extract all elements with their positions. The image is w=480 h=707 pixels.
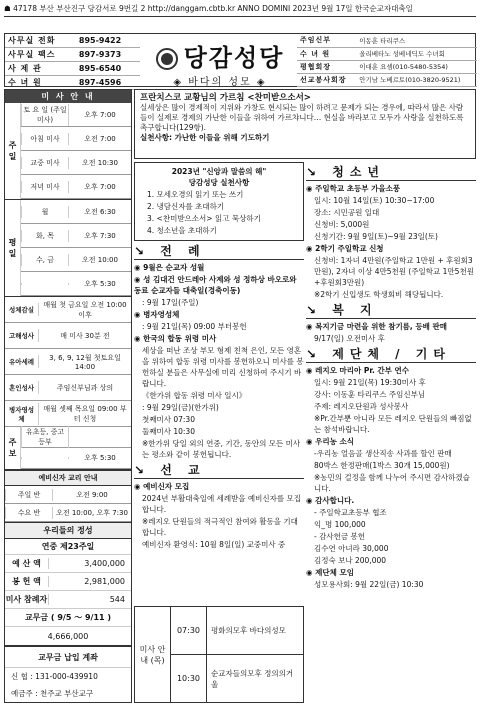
mass-type: 수요 반 bbox=[5, 507, 53, 519]
notice-line: - 감사헌금 봉헌 bbox=[314, 532, 365, 541]
program-box bbox=[134, 162, 304, 241]
stats-row bbox=[5, 591, 131, 609]
notice-line: ※농민의 걸정을 함께 나누어 주시면 감사하겠습니다. bbox=[314, 473, 470, 493]
intention-title: 프란치스코 교황님의 가르침 <찬미받으소서> bbox=[140, 93, 311, 103]
contact-label: 사 제 관 bbox=[5, 62, 76, 76]
notice-line: ※레지오 단원들의 적극적인 참여와 활동을 기대합니다. bbox=[142, 517, 298, 537]
program-subtitle: 당감성당 실천사항 bbox=[188, 178, 250, 187]
contact-value: 897-4596 bbox=[76, 76, 140, 90]
notice-line: ◉ 주일학교 초등부 가을소풍 bbox=[306, 184, 401, 193]
church-logo bbox=[145, 36, 295, 86]
notice-line: 신청기간: 9월 9일(토)~9월 23일(토) bbox=[314, 232, 438, 241]
contacts-table bbox=[5, 34, 140, 90]
notice-line: ◉ 병자영성체 bbox=[134, 310, 180, 319]
service-row bbox=[5, 401, 131, 427]
account-holder: 예금주 : 천주교 부산교구 bbox=[11, 689, 94, 698]
service-name: 성체감실 bbox=[5, 303, 39, 316]
notice-line: ◉ 우리농 소식 bbox=[306, 437, 354, 446]
bulletin-label: 주보 bbox=[5, 427, 21, 469]
notice-line: 2. 냉담신자를 초대하기 bbox=[147, 202, 225, 211]
contact-label: 사무실 전화 bbox=[5, 34, 76, 48]
sunday-label: 주일 bbox=[5, 103, 21, 199]
mass-type: 월 bbox=[21, 206, 69, 218]
prep-class-head: 예비신자 교리 안내 bbox=[5, 470, 131, 486]
contact-label: 사무실 팩스 bbox=[5, 48, 76, 62]
notice-line: ◉ 성 김대건 안드레아 사제와 성 정하상 바오로와 동료 순교자들 대축일(경축이동) bbox=[134, 275, 297, 295]
stats-value: 2,981,000 bbox=[84, 577, 125, 586]
mass-row bbox=[21, 272, 131, 296]
staff-value: 이대훈 요셈(010-5480-5354) bbox=[356, 60, 477, 73]
notice-line: ◉ 복지기금 마련을 위한 참기름, 등배 판매 bbox=[306, 322, 447, 331]
notice-line: 장소: 시민공원 일대 bbox=[314, 208, 380, 217]
church-emblem-icon bbox=[156, 48, 178, 70]
staff-row bbox=[297, 47, 477, 60]
column-a bbox=[134, 162, 304, 604]
notice-line: ◉ 예비신자 모집 bbox=[134, 482, 190, 491]
column-b bbox=[306, 162, 476, 698]
notice-line: ◉ 9월은 순교자 성월 bbox=[134, 263, 205, 272]
mass-row bbox=[21, 103, 131, 127]
contact-value: 897-9373 bbox=[76, 48, 140, 62]
liturgy-heading: ↘ 전 례 bbox=[134, 244, 304, 260]
church-name: 당감성당 bbox=[183, 44, 285, 72]
notice-line: 4. 청소년을 초대하기 bbox=[147, 226, 217, 235]
notice-line: 익_명 100,000 bbox=[314, 520, 366, 529]
notice-line: 80박스 한정판매(1박스 30개 15,000원) bbox=[314, 461, 450, 470]
mass-time: 오전 7:00 bbox=[84, 134, 116, 143]
weekday-label: 평일 bbox=[5, 200, 21, 296]
notice-line: ※한가위 당일 외의 연중, 기간, 동안의 모든 미사는 평소와 같이 봉헌됩니다. bbox=[142, 439, 301, 459]
mass-time: 오후 5:30 bbox=[84, 279, 116, 288]
mass-time: 오전 9:00 bbox=[76, 490, 108, 499]
notice-line: 신청비: 5,000원 bbox=[314, 220, 370, 229]
notice-line: 《한가위 합동 위령 미사 일시》 bbox=[142, 391, 247, 400]
mass-type: 토 요 일 (주일미사) bbox=[21, 104, 69, 126]
notice-line: -우리농 얼음골 생산직송 사과를 할인 판매 bbox=[314, 449, 452, 458]
notice-line: 2024년 부활대축일에 세례받을 예비신자를 모집합니다. bbox=[142, 494, 302, 514]
notice-line: ◉ 레지오 마리아 Pr. 간부 연수 bbox=[306, 366, 410, 375]
notice-line: 성모용사회: 9월 22일(금) 10:30 bbox=[314, 580, 424, 589]
mass-row bbox=[21, 448, 131, 469]
staff-row bbox=[297, 60, 477, 73]
mass-time: 오전 6:30 bbox=[84, 207, 116, 216]
service-row bbox=[5, 297, 131, 323]
notice-line: 9/17(일) 오전미사 후 bbox=[314, 334, 385, 343]
special-mass-time: 07:30 bbox=[171, 607, 207, 654]
mass-row bbox=[21, 175, 131, 199]
special-mass-label: 미사 안내 (목) bbox=[135, 607, 171, 702]
notice-line: 1. 모세오경의 읽기 또는 쓰기 bbox=[147, 190, 244, 199]
notice-line: 주제: 레지오단원과 성사봉사 bbox=[314, 402, 409, 411]
service-name: 혼인성사 bbox=[5, 381, 39, 394]
service-name: 고해성사 bbox=[5, 329, 39, 342]
notice-line: 일시: 10월 14일(토) 10:30~17:00 bbox=[314, 196, 435, 205]
mass-row bbox=[21, 127, 131, 151]
contact-row bbox=[5, 34, 140, 48]
mass-time: 오후 7:00 bbox=[84, 182, 116, 191]
service-row bbox=[5, 349, 131, 375]
mass-time: 오후 7:30 bbox=[84, 231, 116, 240]
stats-key: 예 산 액 bbox=[5, 558, 49, 569]
notice-line: 둘째미사 10:30 bbox=[142, 427, 195, 436]
service-row bbox=[5, 323, 131, 349]
mass-time: 오후 7:00 bbox=[84, 110, 116, 119]
special-mass-time: 10:30 bbox=[171, 655, 207, 702]
donation-value: 4,666,000 bbox=[5, 627, 131, 647]
service-detail: 매월 첫 금요일 오전 10:00 이후 bbox=[43, 300, 127, 319]
bulletin-block bbox=[5, 427, 131, 470]
staff-label: 평협회장 bbox=[297, 60, 356, 73]
notice-line: - 주일학교초등부 협조 bbox=[314, 508, 387, 517]
notice-line: ◉ 제단체 모임 bbox=[306, 568, 354, 577]
service-detail: 매 미사 30분 전 bbox=[60, 331, 110, 340]
mass-row bbox=[21, 200, 131, 224]
special-mass-text: 평화의모후 바다의성모 bbox=[211, 626, 286, 635]
youth-heading: ↘ 청소년 bbox=[306, 165, 476, 181]
service-detail: 주임신부님과 상의 bbox=[56, 383, 114, 392]
staff-label: 수 녀 원 bbox=[297, 47, 356, 60]
header-address-line: ☗ 47178 부산 부산진구 당감서로 9번길 2 http://danggam.cbtb.kr ANNO DOMINI 2023년 9월 17일 한국순교자대축일 bbox=[4, 3, 476, 17]
special-mass-box bbox=[134, 606, 304, 703]
staff-value: 올리베타노 성베네딕도 수녀회 bbox=[356, 47, 477, 60]
weekday-mass-block bbox=[5, 200, 131, 297]
stats-row bbox=[5, 573, 131, 591]
staff-row bbox=[297, 34, 477, 47]
notice-line: : 9월 21일(목) 09:00 부터봉헌 bbox=[142, 322, 247, 331]
stats-value: 544 bbox=[109, 595, 125, 604]
special-mass-row bbox=[171, 655, 303, 703]
notice-line: 3. <찬미받으소서> 읽고 묵상하기 bbox=[147, 214, 261, 223]
notice-line: 예비신자 환영식: 10월 8일(일) 교중미사 중 bbox=[142, 540, 286, 549]
mass-row bbox=[5, 504, 131, 522]
contact-row bbox=[5, 62, 140, 76]
contact-row bbox=[5, 76, 140, 90]
program-title: 2023년 "신앙과 말씀의 해" bbox=[171, 167, 267, 176]
sunday-mass-block bbox=[5, 103, 131, 200]
mass-type bbox=[21, 457, 69, 459]
mass-row bbox=[5, 486, 131, 504]
stats-key: 미사 참례자 bbox=[5, 595, 48, 604]
donation-label: 교무금 ( 9/5 ～ 9/11 ) bbox=[5, 609, 131, 627]
mass-row bbox=[21, 248, 131, 272]
notice-line: 강사: 이동훈 타리쿠스 주임신부님 bbox=[314, 390, 426, 399]
contact-value: 895-9422 bbox=[76, 34, 140, 48]
stats-row bbox=[5, 555, 131, 573]
staff-label: 선교봉사회장 bbox=[297, 73, 356, 86]
service-name: 병자영성체 bbox=[5, 403, 39, 425]
notice-line: ◉ 감사합니다. bbox=[306, 496, 355, 505]
mass-type: 화, 목 bbox=[21, 230, 69, 242]
account-box bbox=[5, 645, 131, 702]
account-number: 신 협 : 131-000-439910 bbox=[5, 667, 131, 685]
special-mass-text: 순교자들의모후 정의의거울 bbox=[211, 668, 294, 689]
contact-row bbox=[5, 48, 140, 62]
mass-time: 오전 10:00, 오후 7:30 bbox=[56, 508, 128, 517]
welfare-heading: ↘ 복 지 bbox=[306, 303, 476, 319]
stats-value: 3,400,000 bbox=[84, 559, 125, 568]
staff-value: 안기남 노베르토(010-3820-9521) bbox=[356, 73, 477, 86]
groups-heading: ↘ 제단체 / 기타 bbox=[306, 347, 476, 363]
notice-line: : 9월 17일(주일) bbox=[142, 298, 199, 307]
mass-time: 오전 10:30 bbox=[82, 158, 118, 167]
account-head: 교무금 납입 계좌 bbox=[38, 653, 98, 662]
notice-line: 일시: 9월 21일(목) 19:30미사 후 bbox=[314, 378, 426, 387]
service-row bbox=[5, 375, 131, 401]
intention-practice: 실천사항: 가난한 이들을 위해 기도하기 bbox=[140, 133, 270, 142]
contact-label: 수 녀 원 bbox=[5, 76, 76, 90]
left-column bbox=[4, 89, 132, 703]
mass-row bbox=[21, 224, 131, 248]
church-subtitle: ◈ 바다의 성모 ◈ bbox=[173, 77, 267, 88]
notice-line: 첫째미사 07:30 bbox=[142, 415, 195, 424]
mass-time: 오후 5:30 bbox=[84, 454, 116, 462]
notice-line: ※Pr.간부뿐 아니라 모든 레지오 단원들의 빠짐없는 참석바랍니다. bbox=[314, 414, 472, 434]
service-detail: 매월 셋째 목요일 09:00 부터 신청 bbox=[43, 404, 127, 423]
mass-type: 주일 반 bbox=[5, 489, 53, 501]
stats-head: 우리들의 정성 bbox=[5, 522, 131, 539]
notice-line: 김정숙 보나 200,000 bbox=[314, 556, 387, 565]
header-box bbox=[4, 33, 476, 87]
notice-line: ※2학기 신입생도 학생회비 해당됩니다. bbox=[314, 290, 444, 299]
notice-line: 김수연 아녀라 30,000 bbox=[314, 544, 389, 553]
mass-schedule-head: 미 사 안 내 bbox=[5, 90, 131, 103]
notice-line: : 9월 29일(금)(한가위) bbox=[142, 403, 219, 412]
staff-label: 주임신부 bbox=[297, 34, 356, 47]
stats-week: 연중 제23주일 bbox=[5, 539, 131, 555]
service-detail: 3, 6, 9, 12월 첫토요일 14:00 bbox=[49, 353, 121, 371]
notice-line: ◉ 2학기 주일학교 신청 bbox=[306, 244, 384, 253]
mass-row bbox=[21, 151, 131, 175]
staff-row bbox=[297, 73, 477, 86]
stats-key: 봉 헌 액 bbox=[5, 576, 49, 587]
prayer-intention-box bbox=[134, 89, 476, 159]
notice-line: 신청비: 1자녀 4만원(주일학교 1만원 + 후원회3만원), 2자녀 이상 4만5천원 (주일학교 1만5천원+후원회3만원) bbox=[314, 256, 474, 287]
mass-type: 아침 미사 bbox=[21, 133, 69, 145]
mass-type: 교중 미사 bbox=[21, 157, 69, 169]
staff-value: 이동훈 타리쿠스 bbox=[356, 34, 477, 47]
mass-type: 저녁 미사 bbox=[21, 181, 69, 193]
mass-type: 유초등, 중고등부 bbox=[21, 426, 69, 448]
notice-line: ◉ 한국의 합동 위령 미사 bbox=[134, 334, 217, 343]
staff-table bbox=[297, 34, 477, 87]
notice-line: 세상을 떠난 조상 부모 형제 친척 은인, 모든 영혼을 위하여 합동 위령 미사를 봉헌하오니 미사를 봉헌하실 분들은 사무실에 미리 신청하여 주시기 바랍니다. bbox=[142, 346, 304, 388]
mass-type: 수, 금 bbox=[21, 254, 69, 266]
contact-value: 895-6540 bbox=[76, 62, 140, 76]
intention-text: 실세상은 많이 경제적이 지위와 가창도 현시되는 많이 하려고 문제가 되는 경우에, 따라서 많은 사람들이 실제로 경제의 가난한 이들을 위하여 가르챠니다… 현실을 바라보고 모두가 사랑을 실천하도록 촉구합니다(129항). bbox=[140, 103, 464, 132]
mass-type bbox=[21, 283, 69, 285]
mass-row bbox=[21, 427, 131, 448]
service-name: 유아세례 bbox=[5, 355, 39, 368]
mission-heading: ↘ 선 교 bbox=[134, 463, 304, 479]
special-mass-row bbox=[171, 607, 303, 655]
mass-time: 오전 10:00 bbox=[82, 255, 118, 264]
